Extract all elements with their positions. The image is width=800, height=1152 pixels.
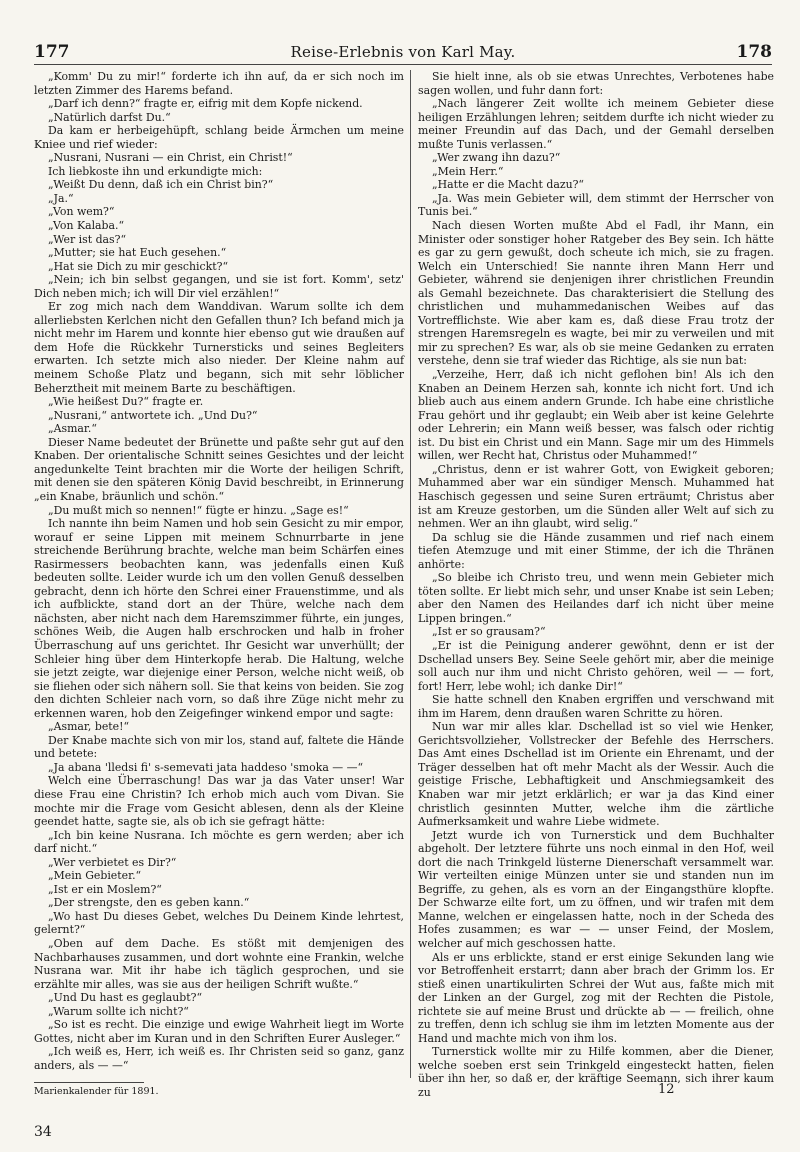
paragraph: „Asmar.“ <box>48 422 97 436</box>
footnote: Marienkalender für 1891. <box>34 1086 159 1097</box>
paragraph: „Ist er ein Moslem?“ <box>48 882 162 896</box>
running-header <box>34 42 772 72</box>
paragraph: „Er ist die Peinigung anderer gewöhnt, denn er ist der Dschellad unsers Bey. Seine Seele gehört mir, aber die meinige soll auch nur ihm und nicht Christo gehören, weil — — fort, fort! Herr, lebe wohl; ich danke Dir!“ <box>418 638 774 693</box>
paragraph: „Oben auf dem Dache. Es stößt mit demjenigen des Nachbarhauses zusammen, und dort wohnte eine Frankin, welche Nusrana war. Mit ihr habe ich täglich gesprochen, und sie erzählte mir alles, was sie aus der heiligen Schrift wußte.“ <box>34 937 404 991</box>
paragraph: „Komm' Du zu mir!“ forderte ich ihn auf, da er sich noch im letzten Zimmer des Harems befand. <box>34 70 404 97</box>
paragraph: Der Knabe machte sich von mir los, stand auf, faltete die Hände und betete: <box>34 733 404 761</box>
paragraph: „So bleibe ich Christo treu, und wenn mein Gebieter mich töten sollte. Er liebt mich sehr, und unser Knabe ist sein Leben; aber den Namen des Heilandes darf ich nicht über meine Lippen bringen.“ <box>418 571 774 625</box>
bottom-page-number: 34 <box>34 1124 52 1140</box>
paragraph: „Der strengste, den es geben kann.“ <box>48 896 250 910</box>
footnote-rule <box>34 1082 144 1083</box>
paragraph: Als er uns erblickte, stand er erst einige Sekunden lang wie vor Betroffenheit erstarrt; dann aber brach der Grimm los. Er stieß einen unartikulirten Schrei der Wut aus, faßte mich mit der Linken an der Gurgel, zog mit der Rechten die Pistole, richtete sie auf meine Brust und drückte ab — — freilich, ohne zu treffen, denn ich schlug sie ihm im letzten Momente aus der Hand und machte mich von ihm los. <box>418 950 774 1045</box>
paragraph: „Wer verbietet es Dir?“ <box>48 855 177 869</box>
paragraph: „Ja abana 'lledsi fi' s-semevati jata haddeso 'smoka — —“ <box>48 760 364 774</box>
paragraph: Ich nannte ihn beim Namen und hob sein Gesicht zu mir empor, worauf er seine Lippen mit meinem Schnurrbarte in jene streichende Berührung brachte, welche man beim Schärfen eines Rasirmessers beobachten kann, was jedenfalls einen Kuß bedeuten sollte. Leider wurde ich um den vollen Genuß desselben gebracht, denn ich hörte den Schrei einer Frauenstimme, und als ich aufblickte, stand dort an der Thüre, welche nach dem nächsten, aber nicht nach dem Haremszimmer führte, ein junges, schönes Weib, die Augen halb erschrocken und halb in froher Überraschung auf uns gerichtet. Ihr Gesicht war unverhüllt; der Schleier hing über dem Hinterkopfe herab. Die Haltung, welche sie jetzt zeigte, war diejenige einer Person, welche nicht weiß, ob sie fliehen oder sich nähern soll. Sie that keins von beiden. Sie zog den dichten Schleier nach vorn, so daß ihre Züge nicht mehr zu erkennen waren, hob den Zeigefinger winkend empor und sagte: <box>34 517 404 720</box>
paragraph: „Christus, denn er ist wahrer Gott, von Ewigkeit geboren; Muhammed aber war ein sündiger Mensch. Muhammed hat Haschisch gegessen und seine Suren erträumt; Christus aber ist am Kreuze gestorben, um die Sünden aller Welt auf sich zu nehmen. Wer an ihn glaubt, wird selig.“ <box>418 462 774 531</box>
paragraph: Jetzt wurde ich von Turnerstick und dem Buchhalter abgeholt. Der letztere führte uns noch einmal in den Hof, weil dort die nach Trinkgeld lüsterne Dienerschaft versammelt war. Wir verteilten einige Münzen unter sie und standen nun im Begriffe, zu gehen, als es vorn an der Eingangsthüre klopfte. Der Schwarze eilte fort, um zu öffnen, und wir trafen mit dem Manne, welchen er eingelassen hatte, noch in der Scheda des Hofes zusammen; es war — — unser Feind, der Moslem, welcher auf mich geschossen hatte. <box>418 828 774 950</box>
paragraph: „Von wem?“ <box>48 205 115 219</box>
paragraph: „Verzeihe, Herr, daß ich nicht geflohen bin! Als ich den Knaben an Deinem Herzen sah, konnte ich nicht fort. Und ich blieb auch aus einem andern Grunde. Ich habe eine christliche Frau gehört und ihr geglaubt; ein Weib aber ist keine Gelehrte oder Lehrerin; ein Mann weiß besser, was falsch oder richtig ist. Du bist ein Christ und ein Mann. Sage mir um des Himmels willen, wer Recht hat, Christus oder Muhammed!“ <box>418 368 774 463</box>
paragraph: „Ist er so grausam?“ <box>432 625 546 639</box>
column-divider <box>410 70 411 1078</box>
paragraph: „Mein Gebieter.“ <box>48 869 142 883</box>
paragraph: „Und Du hast es geglaubt?“ <box>48 991 203 1005</box>
paragraph: Welch eine Überraschung! Das war ja das Vater unser! War diese Frau eine Christin? Ich erhob mich auch vom Divan. Sie mochte mir die Frage vom Gesicht ablesen, denn als der Kleine geendet hatte, sagte sie, als ob ich sie gefragt hätte: <box>34 774 404 829</box>
paragraph: „Mein Herr.“ <box>432 164 504 178</box>
paragraph: „Nusrani,“ antwortete ich. „Und Du?“ <box>48 408 258 422</box>
signature-mark: 12 <box>658 1082 675 1097</box>
header-rule <box>34 64 772 65</box>
paragraph: „Nach längerer Zeit wollte ich meinem Gebieter diese heiligen Erzählungen lehren; seitdem durfte ich nicht wieder zu meiner Freundin auf das Dach, und der Gemahl derselben mußte Tunis verlassen.“ <box>418 97 774 151</box>
paragraph: „Weißt Du denn, daß ich ein Christ bin?“ <box>48 178 274 192</box>
paragraph: Ich liebkoste ihn und erkundigte mich: <box>48 164 263 178</box>
paragraph: „Du mußt mich so nennen!“ fügte er hinzu. „Sage es!“ <box>48 503 349 517</box>
paragraph: Da kam er herbeigehüpft, schlang beide Ärmchen um meine Kniee und rief wieder: <box>34 124 404 151</box>
paragraph: „Von Kalaba.“ <box>48 219 125 233</box>
paragraph: „Natürlich darfst Du.“ <box>48 110 171 124</box>
left-page-number: 177 <box>34 42 70 62</box>
paragraph: Nach diesen Worten mußte Abd el Fadl, ihr Mann, ein Minister oder sonstiger hoher Ratgeber des Bey sein. Ich hätte es gar zu gern gewußt, doch scheute ich mich, sie zu fragen. Welch ein Unterschied! Sie nannte ihren Mann Herr und Gebieter, während sie denjenigen ihrer christlichen Freundin als Gemahl bezeichnete. Das charakterisiert die Stellung des christlichen und muhammedanischen Weibes auf das Vortrefflichste. Wie aber kam es, daß diese Frau trotz der strengen Haremsregeln es wagte, bei mir zu verweilen und mit mir zu sprechen? Es war, als ob sie meine Gedanken zu erraten verstehe, denn sie traf wieder das Richtige, als sie nun bat: <box>418 219 774 368</box>
paragraph: „Wo hast Du dieses Gebet, welches Du Deinem Kinde lehrtest, gelernt?“ <box>34 909 404 937</box>
paragraph: Dieser Name bedeutet der Brünette und paßte sehr gut auf den Knaben. Der orientalische Schnitt seines Gesichtes und der leicht angedunkelte Teint brachten mir die Worte der heiligen Schrift, mit denen sie den späteren König David beschreibt, in Erinnerung „ein Knabe, bräunlich und schön.“ <box>34 435 404 503</box>
paragraph: Turnerstick wollte mir zu Hilfe kommen, aber die Diener, welche soeben erst sein Trinkgeld eingesteckt hatten, fielen über ihn her, so daß er, der kräftige Seemann, sich ihrer kaum zu <box>418 1045 774 1100</box>
paragraph: Er zog mich nach dem Wanddivan. Warum sollte ich dem allerliebsten Kerlchen nicht den Gefallen thun? Ich befand mich ja nicht mehr im Harem und konnte hier ebenso gut wie draußen auf dem Hofe die Rückkehr Turnersticks und seines Begleiters erwarten. Ich setzte mich also nieder. Der Kleine nahm auf meinem Schoße Platz und begann, sich mit sehr löblicher Beherztheit mit meinem Barte zu beschäftigen. <box>34 300 404 395</box>
paragraph: „Nein; ich bin selbst gegangen, und sie ist fort. Komm', setz' Dich neben mich; ich will Dir viel erzählen!“ <box>34 273 404 300</box>
left-column <box>34 70 404 1080</box>
paragraph: „Ja.“ <box>48 191 74 205</box>
paragraph: „Asmar, bete!“ <box>48 720 130 734</box>
paragraph: „Wer zwang ihn dazu?“ <box>432 151 561 165</box>
paragraph: „Ich weiß es, Herr, ich weiß es. Ihr Christen seid so ganz, ganz anders, als — —“ <box>34 1045 404 1072</box>
paragraph: Da schlug sie die Hände zusammen und rief nach einem tiefen Atemzuge und mit einer Stimme, der ich die Thränen anhörte: <box>418 530 774 571</box>
paragraph: „Ich bin keine Nusrana. Ich möchte es gern werden; aber ich darf nicht.“ <box>34 828 404 856</box>
paragraph: „Darf ich denn?“ fragte er, eifrig mit dem Kopfe nickend. <box>48 97 363 111</box>
paragraph: „Wie heißest Du?“ fragte er. <box>48 395 204 409</box>
right-page-number: 178 <box>736 42 772 62</box>
paragraph: „Hatte er die Macht dazu?“ <box>432 178 584 192</box>
running-title: Reise-Erlebnis von Karl May. <box>290 43 516 61</box>
paragraph: „So ist es recht. Die einzige und ewige Wahrheit liegt im Worte Gottes, nicht aber im Kuran und in den Schriften Eurer Ausleger.“ <box>34 1018 404 1045</box>
paragraph: „Mutter; sie hat Euch gesehen.“ <box>48 246 227 260</box>
paragraph: „Hat sie Dich zu mir geschickt?“ <box>48 259 229 273</box>
paragraph: „Ja. Was mein Gebieter will, dem stimmt der Herrscher von Tunis bei.“ <box>418 191 774 219</box>
paragraph: „Warum sollte ich nicht?“ <box>48 1004 189 1018</box>
paragraph: Sie hatte schnell den Knaben ergriffen und verschwand mit ihm im Harem, denn draußen waren Schritte zu hören. <box>418 693 774 720</box>
paragraph: „Wer ist das?“ <box>48 232 127 246</box>
paragraph: „Nusrani, Nusrani — ein Christ, ein Christ!“ <box>48 151 293 165</box>
paragraph: Sie hielt inne, als ob sie etwas Unrechtes, Verbotenes habe sagen wollen, und fuhr dann fort: <box>418 70 774 97</box>
paragraph: Nun war mir alles klar. Dschellad ist so viel wie Henker, Gerichtsvollzieher, Vollstrecker der Befehle des Herrschers. Das Amt eines Dschellad ist im Oriente ein Ehrenamt, und der Träger desselben hat oft mehr Macht als der Wessir. Auch die geistige Frische, Lebhaftigkeit und Anschmiegsamkeit des Knaben war mir jetzt erklärlich; er war ja das Kind einer christlich gesinnten Mutter, welche ihm die zärtliche Aufmerksamkeit und wahre Liebe widmete. <box>418 720 774 829</box>
